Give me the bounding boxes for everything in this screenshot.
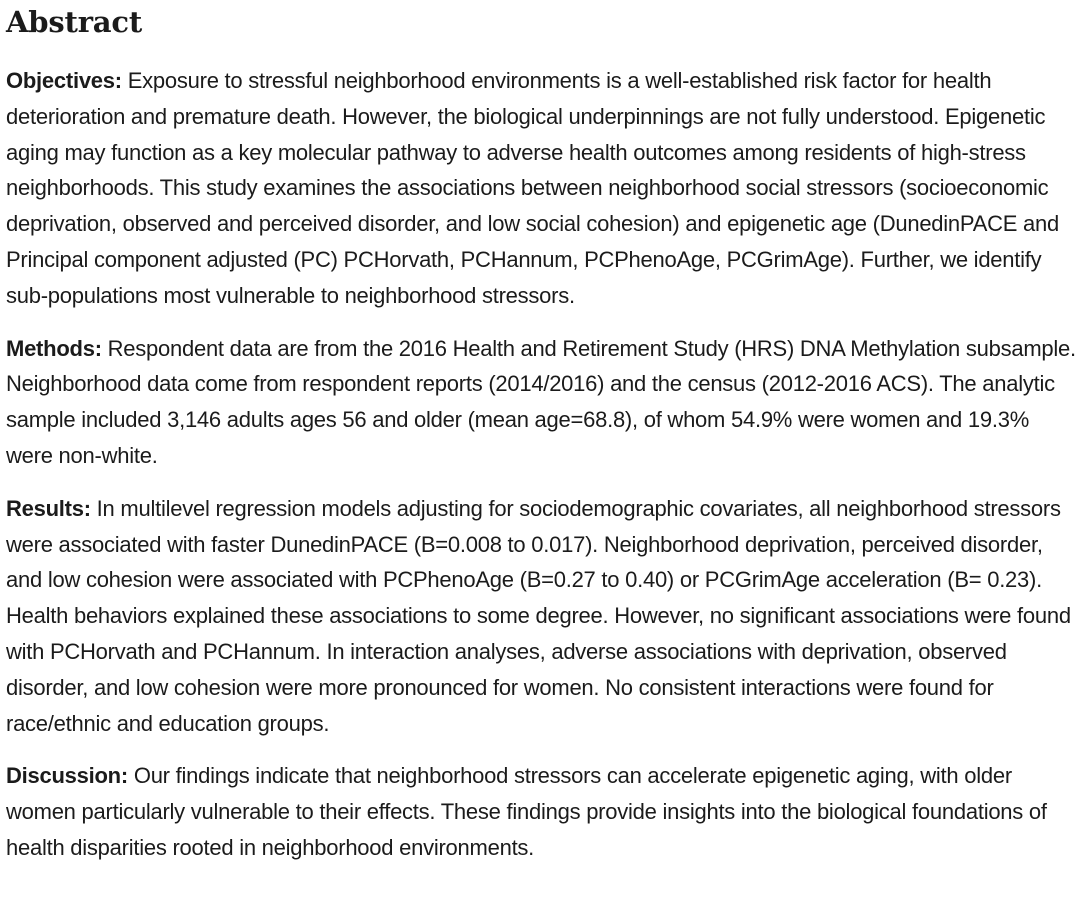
results-label: Results:: [6, 495, 91, 521]
discussion-text: Our findings indicate that neighborhood stressors can accelerate epigenetic aging, with older women particularly vulnerable to their effects. These findings provide insights into the biological foundations of health disparities rooted in neighborhood environments.: [6, 763, 1047, 860]
results-paragraph: [6, 491, 1078, 742]
objectives-paragraph: [6, 63, 1078, 314]
objectives-label: Objectives:: [6, 68, 122, 93]
results-text: In multilevel regression models adjusting for sociodemographic covariates, all neighborhood stressors were associated with faster DunedinPACE (B=0.008 to 0.017). Neighborhood deprivation, perceived disorder, and low cohesion were associated with PCPhenoAge (B=0.27 to 0.40) or PCGrimAge acceleration (B= 0.23). Health behaviors explained these associations to some degree. However, no significant associations were found with PCHorvath and PCHannum. In interaction analyses, adverse associations with deprivation, observed disorder, and low cohesion were more pronounced for women. No consistent interactions were found for race/ethnic and education groups.: [6, 495, 1071, 736]
methods-label: Methods:: [6, 335, 102, 361]
methods-paragraph: [6, 331, 1078, 474]
methods-text: Respondent data are from the 2016 Health and Retirement Study (HRS) DNA Methylation subsample. Neighborhood data come from respondent reports (2014/2016) and the census (2012-2016 ACS). The analytic sample included 3,146 adults ages 56 and older (mean age=68.8), of whom 54.9% were women and 19.3% were non-white.: [6, 335, 1076, 468]
abstract-heading: Abstract: [6, 5, 143, 39]
objectives-text: Exposure to stressful neighborhood environments is a well-established risk factor for health deterioration and premature death. However, the biological underpinnings are not fully understood. Epigenetic aging may function as a key molecular pathway to adverse health outcomes among residents of high-stress neighborhoods. This study examines the associations between neighborhood social stressors (socioeconomic deprivation, observed and perceived disorder, and low social cohesion) and epigenetic age (DunedinPACE and Principal component adjusted (PC) PCHorvath, PCHannum, PCPhenoAge, PCGrimAge). Further, we identify sub-populations most vulnerable to neighborhood stressors.: [6, 68, 1060, 308]
discussion-paragraph: [6, 758, 1078, 865]
discussion-label: Discussion:: [6, 763, 128, 789]
abstract-container: [6, 0, 1078, 866]
